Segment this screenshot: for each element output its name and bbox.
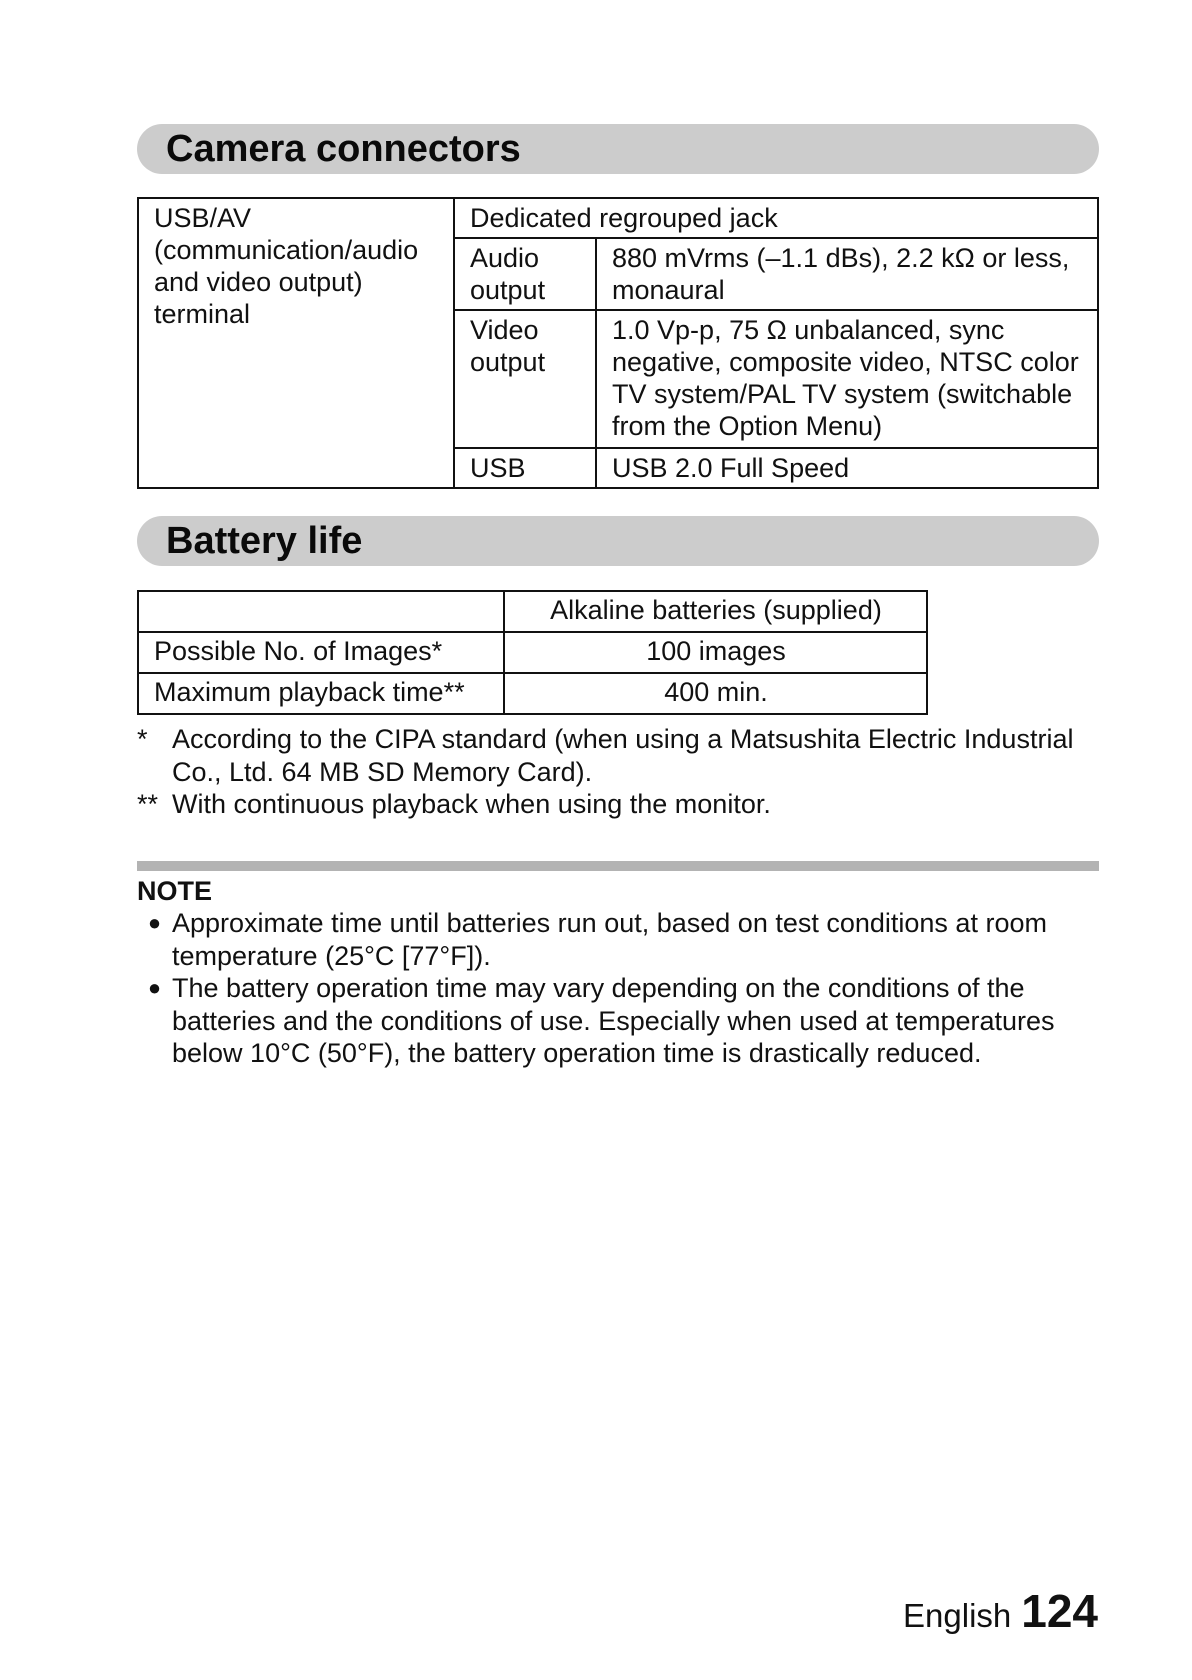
note-divider <box>137 861 1099 871</box>
footnote <box>137 788 1099 821</box>
camera-connectors-table <box>137 197 1099 489</box>
table-row <box>138 591 927 632</box>
playback-label: Maximum playback time** <box>138 673 504 714</box>
footnote-mark: * <box>137 724 148 754</box>
table-row <box>138 632 927 673</box>
note-text: Approximate time until batteries run out, based on test conditions at room temperature (25°C [77°F]). <box>172 908 1047 971</box>
footnote-mark: ** <box>137 789 159 819</box>
note-title: NOTE <box>137 876 213 906</box>
audio-output-value: 880 mVrms (–1.1 dBs), 2.2 kΩ or less, monaural <box>596 238 1098 311</box>
footnote-text: According to the CIPA standard (when using a Matsushita Electric Industrial Co., Ltd. 64 MB SD Memory Card). <box>172 724 1074 787</box>
list-item <box>137 907 1099 972</box>
page-number: 124 <box>1021 1585 1098 1637</box>
terminal-label-cell: USB/AV (communication/audio and video output) terminal <box>138 198 454 488</box>
battery-life-table <box>137 590 928 715</box>
camera-connectors-heading: Camera connectors <box>137 124 1099 174</box>
list-item <box>137 972 1099 1070</box>
footer-language: English <box>903 1597 1012 1634</box>
table-row <box>138 673 927 714</box>
battery-life-heading: Battery life <box>137 516 1099 566</box>
usb-label: USB <box>454 448 596 488</box>
note-list <box>137 907 1099 1070</box>
footnote-text: With continuous playback when using the monitor. <box>172 789 771 819</box>
images-value: 100 images <box>504 632 927 673</box>
footnote <box>137 723 1099 788</box>
playback-value: 400 min. <box>504 673 927 714</box>
page-footer <box>903 1584 1098 1638</box>
footnotes <box>137 723 1099 821</box>
bullet-icon: ● <box>147 975 162 1000</box>
audio-output-label: Audio output <box>454 238 596 311</box>
images-label: Possible No. of Images* <box>138 632 504 673</box>
empty-header-cell <box>138 591 504 632</box>
bullet-icon: ● <box>147 910 162 935</box>
jack-type-cell: Dedicated regrouped jack <box>454 198 1098 238</box>
table-row <box>138 198 1098 238</box>
video-output-label: Video output <box>454 310 596 448</box>
alkaline-header-cell: Alkaline batteries (supplied) <box>504 591 927 632</box>
video-output-value: 1.0 Vp-p, 75 Ω unbalanced, sync negative, composite video, NTSC color TV system/PAL TV system (switchable from the Option Menu) <box>596 310 1098 448</box>
note-text: The battery operation time may vary depending on the conditions of the batteries and the conditions of use. Especially when used at temperatures below 10°C (50°F), the battery operation time is drastically reduced. <box>172 973 1055 1068</box>
usb-value: USB 2.0 Full Speed <box>596 448 1098 488</box>
